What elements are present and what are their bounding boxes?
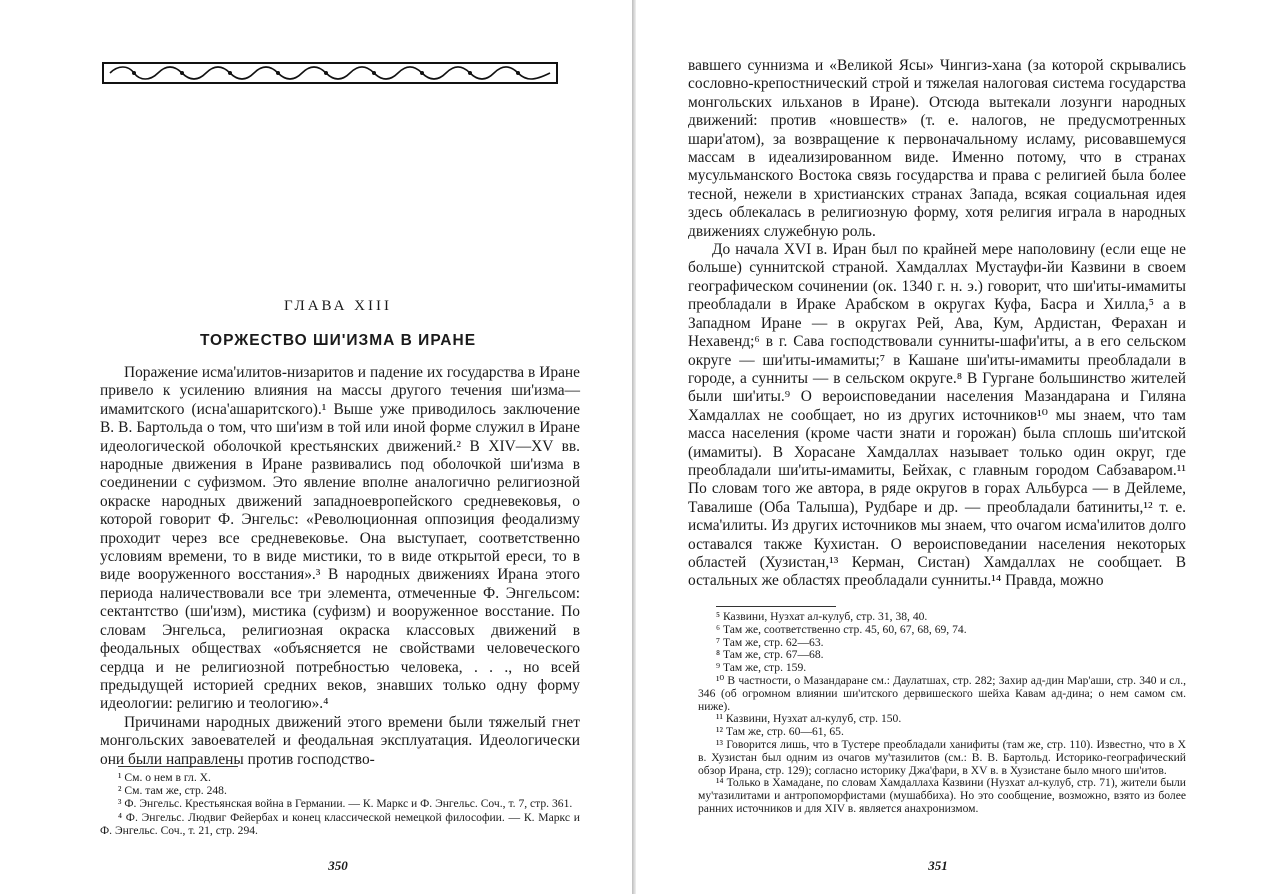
- left-page: [88, 0, 588, 894]
- paragraph: До начала XVI в. Иран был по крайней мере наполовину (если еще не больше) суннитской страной. Хамдаллах Мустауфи-йи Казвини в своем географическом сочинении (ок. 1340 г. н. э.) говорит, что ши'иты-имамиты преобладали в Ираке Арабском в округах Куфа, Басра и Хилла,⁵ а в Западном Иране — в округах Рей, Ава, Кум, Ардистан, Ферахан и Нехавенд;⁶ в г. Сава господствовали сунниты-шафи'иты, а в его сельском округе — ши'иты-имамиты;⁷ в Кашане ши'иты-имамиты преобладали в городе, а сунниты — в сельском округе.⁸ В Гургане большинство жителей были ши'иты.⁹ О вероисповедании населения Мазандарана и Гиляна Хамдаллах не сообщает, но из других источников¹⁰ мы знаем, что там масса населения (кроме части знати и горожан) была сплошь ши'итской (имамиты). В Хорасане Хамдаллах называет только один округ, где преобладали ши'иты-имамиты, Бейхак, с главным городом Сабзаваром.¹¹ По словам того же автора, в ряде округов в горах Альбурса — в Дейлеме, Тавалише (Оба Талыша), Рудбаре и др. — преобладали батиниты,¹² т. е. исма'илиты. Из других источников мы знаем, что очагом исма'илитов долго оставался также Кухистан. О вероисповедании населения некоторых областей (Хузистан,¹³ Керман, Систан) Хамдаллах не сообщает. В остальных же областях преобладали сунниты.¹⁴ Правда, можно: [688, 241, 1186, 590]
- chapter-label: ГЛАВА XIII: [283, 298, 392, 314]
- footnote: ⁹ Там же, стр. 159.: [716, 661, 807, 675]
- right-body-text: [688, 57, 1186, 591]
- footnote: ⁸ Там же, стр. 67—68.: [716, 648, 824, 662]
- footnote: ⁷ Там же, стр. 62—63.: [716, 635, 824, 649]
- footnote: ³ Ф. Энгельс. Крестьянская война в Германии. — К. Маркс и Ф. Энгельс. Соч., т. 7, стр. 361.: [118, 797, 573, 811]
- footnote: ⁶ Там же, соответственно стр. 45, 60, 67, 68, 69, 74.: [716, 622, 967, 636]
- footnote-divider: [716, 606, 836, 607]
- footnote: ⁵ Казвини, Нузхат ал-кулуб, стр. 31, 38, 40.: [716, 610, 928, 623]
- paragraph: вавшего суннизма и «Великой Ясы» Чингиз-хана (за которой скрывались сословно-крепостнический строй и тяжелая налоговая система государства монгольских ильханов в Иране). Отсюда вытекали лозунги народных движений: против «новшеств» (т. е. налогов, не предусмотренных шари'атом), за возвращение к первоначальному исламу, рисовавшемуся массам в идеализированном виде. Именно потому, что в странах мусульманского Востока связь государства и права с религией была более тесной, нежели в христианских странах Запада, всякая социальная идея здесь облекалась в религиозную форму, хотя религия играла в народных движениях служебную роль.: [688, 57, 1186, 240]
- right-page: [688, 0, 1188, 894]
- footnote: ¹⁴ Только в Хамадане, по словам Хамдаллаха Казвини (Нузхат ал-кулуб, стр. 71), жители были му'тазилитами и антропоморфистами (мушаббиха). Но это сообщение, возможно, взято из более ранних источников и для XIV в. является анахронизмом.: [698, 776, 1186, 815]
- paragraph: Поражение исма'илитов-низаритов и падение их государства в Иране привело к усилению влияния на массы другого течения ши'изма—имамитского (исна'ашаритского).¹ Выше уже приводилось заключение В. В. Бартольда о том, что ши'изм в той или иной форме служил в Иране идеологической оболочкой крестьянских движений.² В XIV—XV вв. народные движения в Иране развивались под оболочкой ши'изма в соединении с суфизмом. Это явление вполне аналогично религиозной окраске народных движений западноевропейского средневековья, о которой говорит Ф. Энгельс: «Революционная оппозиция феодализму проходит через все средневековье. Она выступает, соответственно условиям времени, то в виде мистики, то в виде открытой ереси, то в виде вооруженного восстания».³ В народных движениях Ирана этого периода наличествовали все три элемента, отмеченные Ф. Энгельсом: сектантство (ши'изм), мистика (суфизм) и вооруженное восстание. По словам Энгельса, религиозная окраска классовых движений в феодальных обществах «объясняется не свойствами человеческого сердца и не религиозной потребностью человека, . . ., но всей предыдущей историей средних веков, знавших только одну форму идеологии: религию и теологию».⁴: [100, 364, 580, 713]
- chapter-title: ТОРЖЕСТВО ШИ'ИЗМА В ИРАНЕ: [199, 332, 477, 349]
- chapter-ornament-border: [102, 62, 558, 84]
- footnote: ¹⁰ В частности, о Мазандаране см.: Даулатшах, стр. 282; Захир ад-дин Мар'аши, стр. 340 и сл., 346 (об огромном влиянии ши'итского дервишеского шейха Кавам ад-дина; о нем самом см. ниже).: [698, 673, 1186, 713]
- footnote: ¹ См. о нем в гл. X.: [118, 771, 211, 784]
- footnote: ⁴ Ф. Энгельс. Людвиг Фейербах и конец классической немецкой философии. — К. Маркс и Ф. Энгельс. Соч., т. 21, стр. 294.: [100, 810, 580, 837]
- left-footnotes: [100, 760, 580, 837]
- footnote: ² См. там же, стр. 248.: [118, 784, 227, 798]
- footnote: ¹³ Говорится лишь, что в Тустере преобладали ханифиты (там же, стр. 110). Известно, что в X в. Хузистан был одним из очагов му'тазилитов (см.: В. В. Бартольд. Историко-географический обзор Ирана, стр. 129); согласно историку Джа'фари, в XV в. в Хузистане было много ши'итов.: [698, 737, 1186, 777]
- footnote: ¹¹ Казвини, Нузхат ал-кулуб, стр. 150.: [716, 712, 902, 726]
- page-number: 350: [328, 858, 348, 873]
- footnote: ¹² Там же, стр. 60—61, 65.: [716, 725, 844, 739]
- left-body-text: [100, 364, 580, 769]
- book-gutter: [632, 0, 636, 894]
- right-footnotes: [698, 600, 1186, 816]
- paragraph: Причинами народных движений этого времени были тяжелый гнет монгольских завоевателей и феодальная эксплуатация. Идеологически они были направлены против господство-: [100, 713, 580, 768]
- footnote-divider: [118, 766, 238, 767]
- ornament-scroll-icon: [104, 64, 556, 82]
- page-number: 351: [928, 858, 948, 873]
